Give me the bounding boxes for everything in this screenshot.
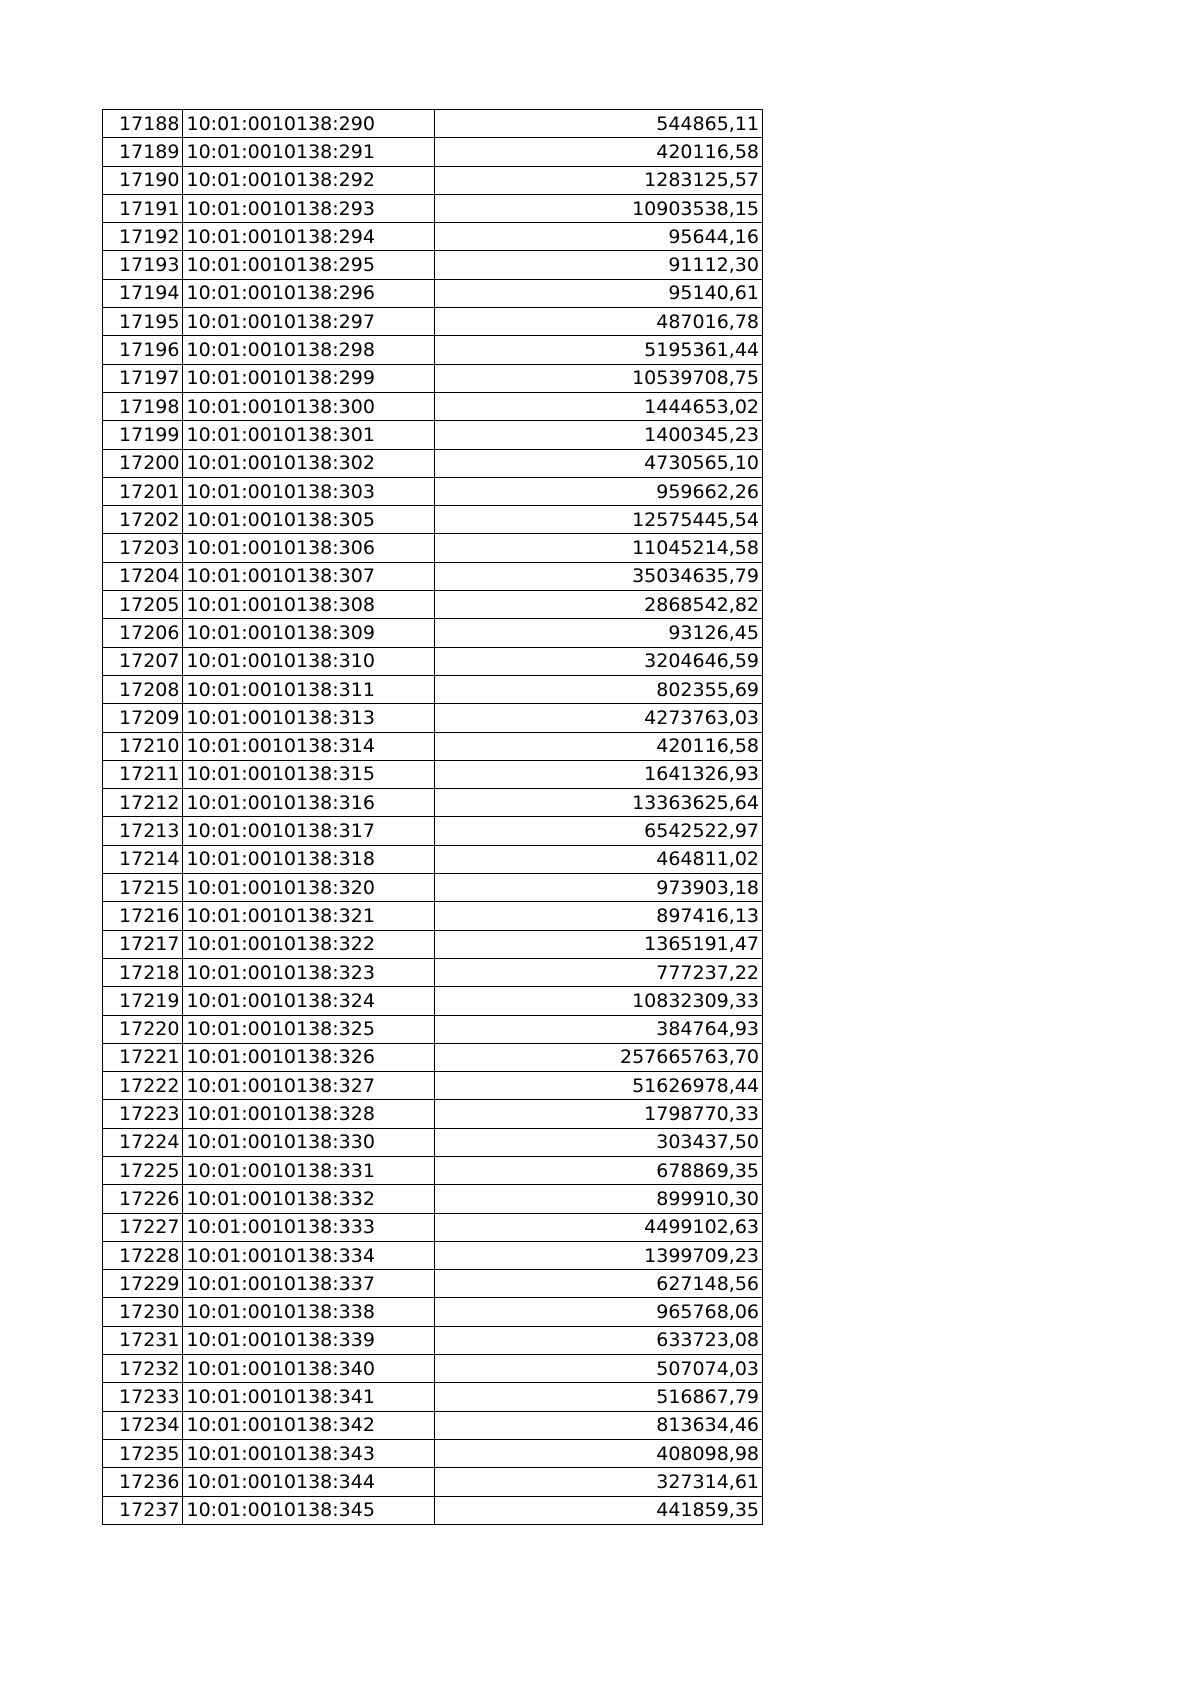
row-number-cell: 17204 <box>103 562 183 590</box>
table-row <box>103 364 763 392</box>
table-row <box>103 760 763 788</box>
cadastral-value-cell: 973903,18 <box>435 874 763 902</box>
cadastral-number-cell: 10:01:0010138:295 <box>183 251 435 279</box>
cadastral-number-cell: 10:01:0010138:314 <box>183 732 435 760</box>
cadastral-number-cell: 10:01:0010138:290 <box>183 110 435 138</box>
cadastral-value-cell: 487016,78 <box>435 308 763 336</box>
cadastral-number-cell: 10:01:0010138:315 <box>183 760 435 788</box>
cadastral-value-cell: 678869,35 <box>435 1156 763 1184</box>
cadastral-number-cell: 10:01:0010138:298 <box>183 336 435 364</box>
cadastral-value-cell: 10539708,75 <box>435 364 763 392</box>
cadastral-value-cell: 4273763,03 <box>435 704 763 732</box>
row-number-cell: 17231 <box>103 1326 183 1354</box>
cadastral-number-cell: 10:01:0010138:343 <box>183 1439 435 1467</box>
cadastral-number-cell: 10:01:0010138:309 <box>183 619 435 647</box>
cadastral-value-cell: 303437,50 <box>435 1128 763 1156</box>
cadastral-value-cell: 4730565,10 <box>435 449 763 477</box>
table-row <box>103 166 763 194</box>
row-number-cell: 17224 <box>103 1128 183 1156</box>
cadastral-number-cell: 10:01:0010138:326 <box>183 1043 435 1071</box>
table-row <box>103 1043 763 1071</box>
cadastral-number-cell: 10:01:0010138:337 <box>183 1270 435 1298</box>
row-number-cell: 17220 <box>103 1015 183 1043</box>
table-row <box>103 732 763 760</box>
row-number-cell: 17203 <box>103 534 183 562</box>
table-row <box>103 1468 763 1496</box>
row-number-cell: 17210 <box>103 732 183 760</box>
row-number-cell: 17221 <box>103 1043 183 1071</box>
cadastral-value-cell: 813634,46 <box>435 1411 763 1439</box>
cadastral-value-cell: 420116,58 <box>435 138 763 166</box>
row-number-cell: 17226 <box>103 1185 183 1213</box>
table-row <box>103 1298 763 1326</box>
row-number-cell: 17206 <box>103 619 183 647</box>
table-row <box>103 336 763 364</box>
table-row <box>103 534 763 562</box>
table-row <box>103 223 763 251</box>
cadastral-number-cell: 10:01:0010138:342 <box>183 1411 435 1439</box>
table-row <box>103 704 763 732</box>
cadastral-number-cell: 10:01:0010138:331 <box>183 1156 435 1184</box>
row-number-cell: 17195 <box>103 308 183 336</box>
table-row <box>103 647 763 675</box>
table-row <box>103 902 763 930</box>
row-number-cell: 17214 <box>103 845 183 873</box>
cadastral-number-cell: 10:01:0010138:340 <box>183 1355 435 1383</box>
cadastral-value-cell: 11045214,58 <box>435 534 763 562</box>
row-number-cell: 17215 <box>103 874 183 902</box>
cadastral-value-cell: 3204646,59 <box>435 647 763 675</box>
cadastral-number-cell: 10:01:0010138:313 <box>183 704 435 732</box>
table-row <box>103 1015 763 1043</box>
cadastral-number-cell: 10:01:0010138:322 <box>183 930 435 958</box>
row-number-cell: 17225 <box>103 1156 183 1184</box>
cadastral-value-cell: 327314,61 <box>435 1468 763 1496</box>
table-row <box>103 1185 763 1213</box>
cadastral-value-cell: 10903538,15 <box>435 194 763 222</box>
cadastral-value-cell: 516867,79 <box>435 1383 763 1411</box>
row-number-cell: 17202 <box>103 506 183 534</box>
cadastral-number-cell: 10:01:0010138:330 <box>183 1128 435 1156</box>
table-row <box>103 675 763 703</box>
row-number-cell: 17189 <box>103 138 183 166</box>
row-number-cell: 17230 <box>103 1298 183 1326</box>
cadastral-value-cell: 1365191,47 <box>435 930 763 958</box>
row-number-cell: 17199 <box>103 421 183 449</box>
cadastral-value-cell: 1400345,23 <box>435 421 763 449</box>
table-row <box>103 930 763 958</box>
cadastral-value-cell: 4499102,63 <box>435 1213 763 1241</box>
table-row <box>103 279 763 307</box>
row-number-cell: 17190 <box>103 166 183 194</box>
row-number-cell: 17222 <box>103 1072 183 1100</box>
cadastral-value-cell: 257665763,70 <box>435 1043 763 1071</box>
cadastral-value-table <box>102 109 763 1525</box>
row-number-cell: 17212 <box>103 789 183 817</box>
cadastral-number-cell: 10:01:0010138:338 <box>183 1298 435 1326</box>
row-number-cell: 17193 <box>103 251 183 279</box>
cadastral-value-cell: 95644,16 <box>435 223 763 251</box>
table-row <box>103 591 763 619</box>
cadastral-number-cell: 10:01:0010138:301 <box>183 421 435 449</box>
cadastral-number-cell: 10:01:0010138:334 <box>183 1241 435 1269</box>
cadastral-number-cell: 10:01:0010138:292 <box>183 166 435 194</box>
cadastral-value-cell: 10832309,33 <box>435 987 763 1015</box>
cadastral-value-cell: 507074,03 <box>435 1355 763 1383</box>
cadastral-value-cell: 633723,08 <box>435 1326 763 1354</box>
table-row <box>103 845 763 873</box>
cadastral-number-cell: 10:01:0010138:327 <box>183 1072 435 1100</box>
cadastral-number-cell: 10:01:0010138:310 <box>183 647 435 675</box>
row-number-cell: 17213 <box>103 817 183 845</box>
table-row <box>103 138 763 166</box>
table-row <box>103 1383 763 1411</box>
row-number-cell: 17227 <box>103 1213 183 1241</box>
cadastral-value-cell: 51626978,44 <box>435 1072 763 1100</box>
cadastral-value-cell: 627148,56 <box>435 1270 763 1298</box>
cadastral-value-cell: 13363625,64 <box>435 789 763 817</box>
table-row <box>103 789 763 817</box>
cadastral-number-cell: 10:01:0010138:307 <box>183 562 435 590</box>
row-number-cell: 17223 <box>103 1100 183 1128</box>
table-row <box>103 477 763 505</box>
table-row <box>103 1270 763 1298</box>
row-number-cell: 17218 <box>103 958 183 986</box>
table-row <box>103 1411 763 1439</box>
row-number-cell: 17205 <box>103 591 183 619</box>
table-row <box>103 817 763 845</box>
table-row <box>103 110 763 138</box>
cadastral-number-cell: 10:01:0010138:332 <box>183 1185 435 1213</box>
cadastral-number-cell: 10:01:0010138:317 <box>183 817 435 845</box>
cadastral-number-cell: 10:01:0010138:321 <box>183 902 435 930</box>
table-row <box>103 1326 763 1354</box>
cadastral-value-cell: 95140,61 <box>435 279 763 307</box>
cadastral-number-cell: 10:01:0010138:308 <box>183 591 435 619</box>
cadastral-value-cell: 1444653,02 <box>435 392 763 420</box>
row-number-cell: 17228 <box>103 1241 183 1269</box>
cadastral-number-cell: 10:01:0010138:299 <box>183 364 435 392</box>
row-number-cell: 17197 <box>103 364 183 392</box>
cadastral-number-cell: 10:01:0010138:311 <box>183 675 435 703</box>
cadastral-number-cell: 10:01:0010138:324 <box>183 987 435 1015</box>
cadastral-number-cell: 10:01:0010138:320 <box>183 874 435 902</box>
table-row <box>103 1213 763 1241</box>
table-row <box>103 958 763 986</box>
cadastral-value-cell: 12575445,54 <box>435 506 763 534</box>
row-number-cell: 17198 <box>103 392 183 420</box>
cadastral-value-cell: 1641326,93 <box>435 760 763 788</box>
row-number-cell: 17235 <box>103 1439 183 1467</box>
table-row <box>103 987 763 1015</box>
cadastral-value-cell: 959662,26 <box>435 477 763 505</box>
row-number-cell: 17216 <box>103 902 183 930</box>
table-row <box>103 874 763 902</box>
cadastral-value-cell: 777237,22 <box>435 958 763 986</box>
cadastral-number-cell: 10:01:0010138:296 <box>183 279 435 307</box>
cadastral-number-cell: 10:01:0010138:339 <box>183 1326 435 1354</box>
cadastral-number-cell: 10:01:0010138:303 <box>183 477 435 505</box>
cadastral-number-cell: 10:01:0010138:328 <box>183 1100 435 1128</box>
row-number-cell: 17211 <box>103 760 183 788</box>
cadastral-number-cell: 10:01:0010138:305 <box>183 506 435 534</box>
cadastral-number-cell: 10:01:0010138:300 <box>183 392 435 420</box>
row-number-cell: 17188 <box>103 110 183 138</box>
cadastral-number-cell: 10:01:0010138:316 <box>183 789 435 817</box>
cadastral-number-cell: 10:01:0010138:294 <box>183 223 435 251</box>
cadastral-value-cell: 6542522,97 <box>435 817 763 845</box>
cadastral-number-cell: 10:01:0010138:325 <box>183 1015 435 1043</box>
cadastral-value-cell: 802355,69 <box>435 675 763 703</box>
cadastral-value-cell: 1283125,57 <box>435 166 763 194</box>
cadastral-number-cell: 10:01:0010138:297 <box>183 308 435 336</box>
row-number-cell: 17191 <box>103 194 183 222</box>
cadastral-value-cell: 544865,11 <box>435 110 763 138</box>
cadastral-value-cell: 1798770,33 <box>435 1100 763 1128</box>
row-number-cell: 17207 <box>103 647 183 675</box>
row-number-cell: 17217 <box>103 930 183 958</box>
cadastral-value-cell: 384764,93 <box>435 1015 763 1043</box>
table-row <box>103 1439 763 1467</box>
table-row <box>103 562 763 590</box>
table-row <box>103 194 763 222</box>
row-number-cell: 17232 <box>103 1355 183 1383</box>
row-number-cell: 17208 <box>103 675 183 703</box>
table-row <box>103 1072 763 1100</box>
row-number-cell: 17236 <box>103 1468 183 1496</box>
cadastral-number-cell: 10:01:0010138:291 <box>183 138 435 166</box>
row-number-cell: 17229 <box>103 1270 183 1298</box>
cadastral-value-cell: 408098,98 <box>435 1439 763 1467</box>
cadastral-value-cell: 897416,13 <box>435 902 763 930</box>
cadastral-value-cell: 899910,30 <box>435 1185 763 1213</box>
table-row <box>103 1128 763 1156</box>
table-body <box>103 110 763 1525</box>
cadastral-number-cell: 10:01:0010138:333 <box>183 1213 435 1241</box>
table-row <box>103 1355 763 1383</box>
cadastral-value-cell: 5195361,44 <box>435 336 763 364</box>
table-row <box>103 251 763 279</box>
row-number-cell: 17192 <box>103 223 183 251</box>
cadastral-number-cell: 10:01:0010138:293 <box>183 194 435 222</box>
table-row <box>103 1156 763 1184</box>
cadastral-number-cell: 10:01:0010138:323 <box>183 958 435 986</box>
cadastral-value-cell: 35034635,79 <box>435 562 763 590</box>
cadastral-value-cell: 2868542,82 <box>435 591 763 619</box>
cadastral-value-cell: 464811,02 <box>435 845 763 873</box>
row-number-cell: 17200 <box>103 449 183 477</box>
row-number-cell: 17219 <box>103 987 183 1015</box>
cadastral-number-cell: 10:01:0010138:341 <box>183 1383 435 1411</box>
table-row <box>103 308 763 336</box>
cadastral-number-cell: 10:01:0010138:306 <box>183 534 435 562</box>
cadastral-value-cell: 93126,45 <box>435 619 763 647</box>
row-number-cell: 17237 <box>103 1496 183 1524</box>
row-number-cell: 17234 <box>103 1411 183 1439</box>
cadastral-value-cell: 1399709,23 <box>435 1241 763 1269</box>
cadastral-number-cell: 10:01:0010138:302 <box>183 449 435 477</box>
cadastral-number-cell: 10:01:0010138:318 <box>183 845 435 873</box>
table-row <box>103 392 763 420</box>
cadastral-value-cell: 441859,35 <box>435 1496 763 1524</box>
cadastral-value-cell: 91112,30 <box>435 251 763 279</box>
table-row <box>103 421 763 449</box>
table-row <box>103 1241 763 1269</box>
cadastral-number-cell: 10:01:0010138:345 <box>183 1496 435 1524</box>
table-row <box>103 449 763 477</box>
cadastral-value-cell: 965768,06 <box>435 1298 763 1326</box>
table-row <box>103 1100 763 1128</box>
cadastral-number-cell: 10:01:0010138:344 <box>183 1468 435 1496</box>
table-row <box>103 619 763 647</box>
cadastral-value-cell: 420116,58 <box>435 732 763 760</box>
table-row <box>103 1496 763 1524</box>
row-number-cell: 17209 <box>103 704 183 732</box>
row-number-cell: 17194 <box>103 279 183 307</box>
row-number-cell: 17201 <box>103 477 183 505</box>
table-row <box>103 506 763 534</box>
row-number-cell: 17233 <box>103 1383 183 1411</box>
row-number-cell: 17196 <box>103 336 183 364</box>
